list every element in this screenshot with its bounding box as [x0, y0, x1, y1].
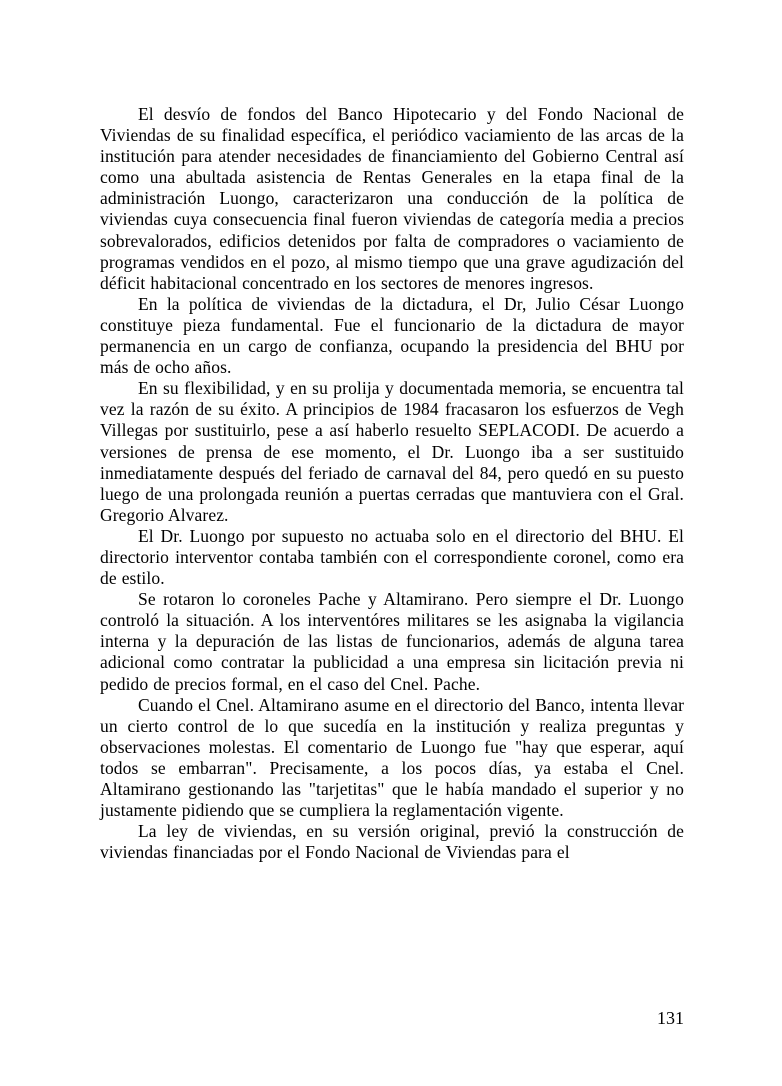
paragraph: Cuando el Cnel. Altamirano asume en el directorio del Banco, intenta llevar un cierto control de lo que sucedía en la institución y realiza preguntas y observaciones molestas. El comentario de Luongo fue "hay que esperar, aquí todos se embarran". Precisamente, a los pocos días, ya estaba el Cnel. Altamirano gestionando las "tarjetitas" que le había mandado el superior y no justamente pidiendo que se cumpliera la reglamentación vigente.	[100, 694, 684, 821]
paragraph: El desvío de fondos del Banco Hipotecario y del Fondo Nacional de Viviendas de su finalidad específica, el periódico vaciamiento de las arcas de la institución para atender necesidades de financiamiento del Gobierno Central así como una abultada asistencia de Rentas Generales en la etapa final de la administración Luongo, caracterizaron una conducción de la política de viviendas cuya consecuencia final fueron viviendas de categoría media a precios sobrevalorados, edificios detenidos por falta de compradores o vaciamiento de programas vendidos en el pozo, al mismo tiempo que una grave agudización del déficit habitacional concentrado en los sectores de menores ingresos.	[100, 104, 684, 293]
text-block	[100, 104, 684, 863]
paragraph: En la política de viviendas de la dictadura, el Dr, Julio César Luongo constituye pieza fundamental. Fue el funcionario de la dictadura de mayor permanencia en un cargo de confianza, ocupando la presidencia del BHU por más de ocho años.	[100, 293, 684, 378]
paragraph: El Dr. Luongo por supuesto no actuaba solo en el directorio del BHU. El directorio interventor contaba también con el correspondiente coronel, como era de estilo.	[100, 525, 684, 589]
paragraph: Se rotaron lo coroneles Pache y Altamirano. Pero siempre el Dr. Luongo controló la situación. A los interventóres militares se les asignaba la vigilancia interna y la depuración de las listas de funcionarios, además de alguna tarea adicional como contratar la publicidad a una empresa sin licitación previa ni pedido de precios formal, en el caso del Cnel. Pache.	[100, 589, 684, 694]
page-number: 131	[657, 1008, 684, 1028]
paragraph: En su flexibilidad, y en su prolija y documentada memoria, se encuentra tal vez la razón de su éxito. A principios de 1984 fracasaron los esfuerzos de Vegh Villegas por sustituirlo, pese a así haberlo resuelto SEPLACODI. De acuerdo a versiones de prensa de ese momento, el Dr. Luongo iba a ser sustituido inmediatamente después del feriado de carnaval del 84, pero quedó en su puesto luego de una prolongada reunión a puertas cerradas que mantuviera con el Gral. Gregorio Alvarez.	[100, 378, 684, 525]
paragraph: La ley de viviendas, en su versión original, previó la construcción de viviendas financiadas por el Fondo Nacional de Viviendas para el	[100, 821, 684, 863]
